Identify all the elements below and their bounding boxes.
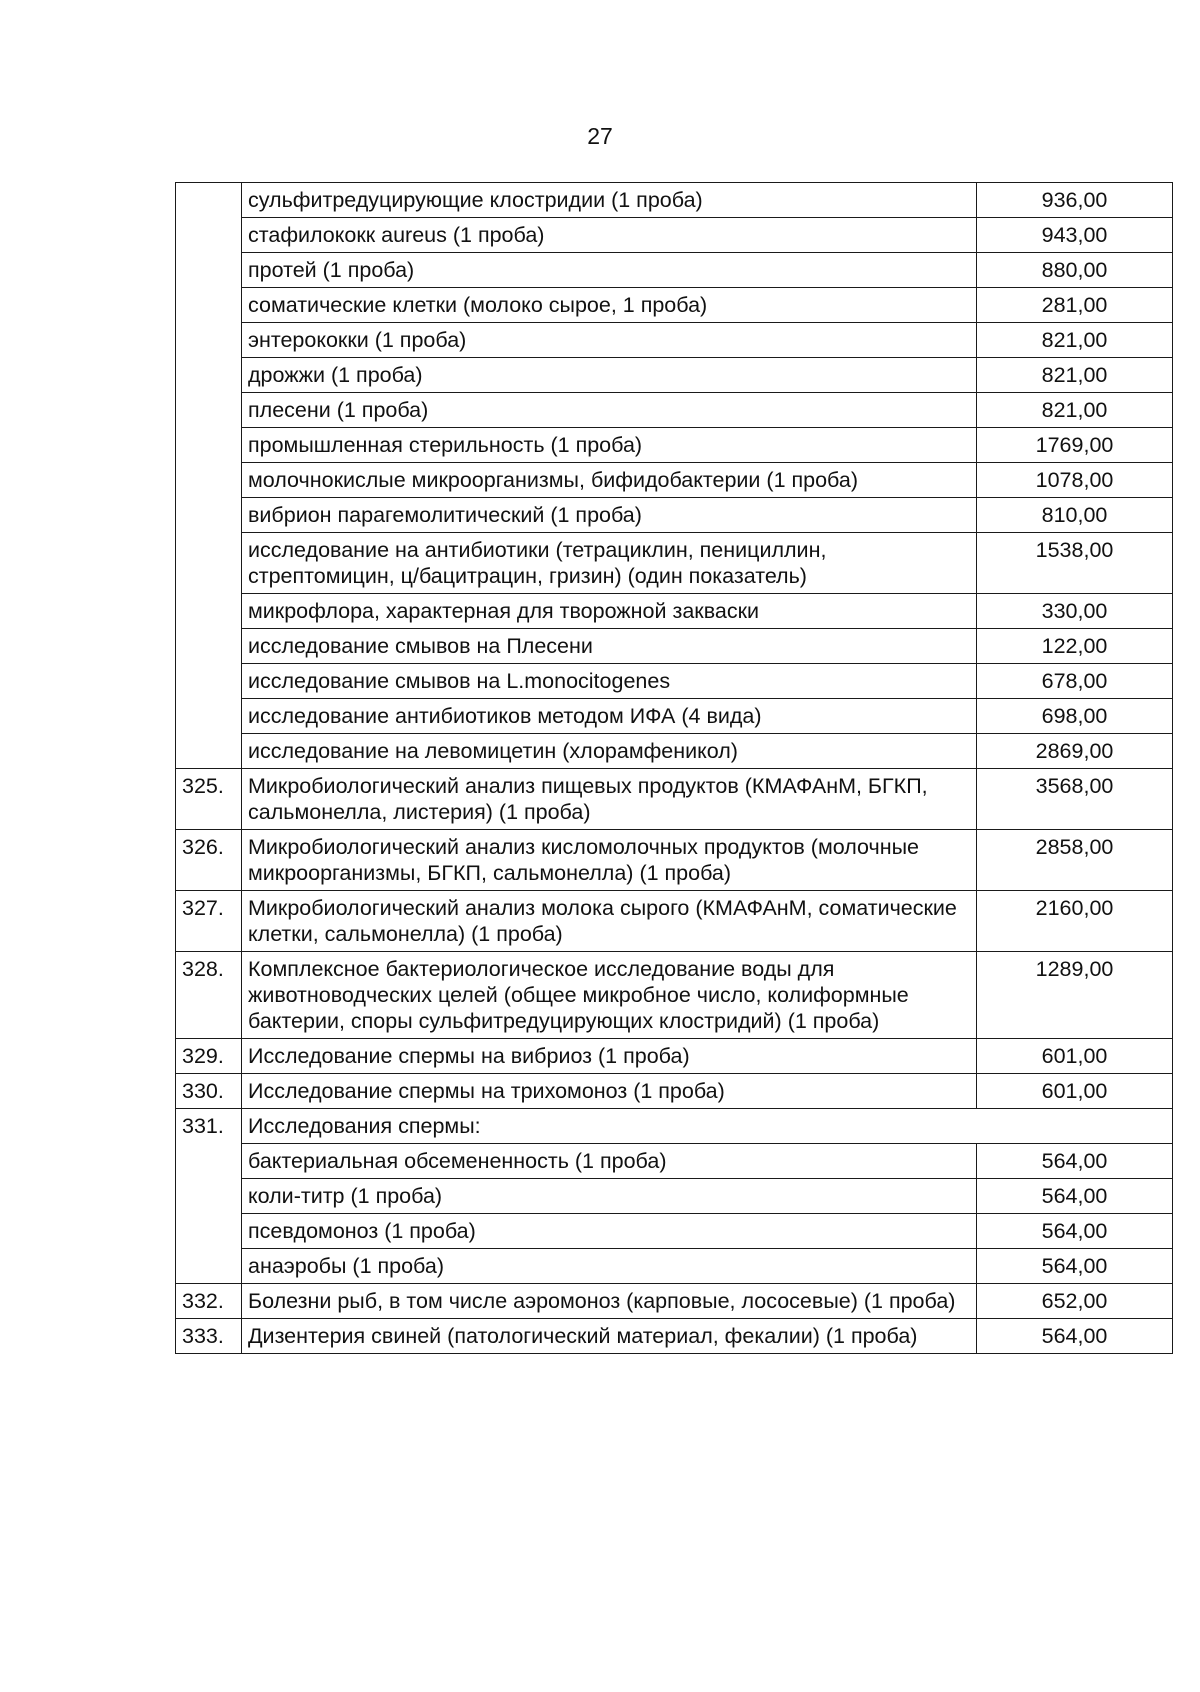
- item-description: Комплексное бактериологическое исследование воды для животноводческих целей (общее микробное число, колиформные бактерии, споры сульфитредуцирующих клостридий) (1 проба): [242, 952, 977, 1039]
- item-description: Исследования спермы:: [242, 1109, 1173, 1144]
- item-description: Микробиологический анализ молока сырого (КМАФАнМ, соматические клетки, сальмонелла) (1 проба): [242, 891, 977, 952]
- item-price: 943,00: [977, 218, 1173, 253]
- table-row: [176, 323, 1173, 358]
- table-row: [176, 183, 1173, 218]
- item-number: 330.: [176, 1074, 242, 1109]
- table-row: [176, 253, 1173, 288]
- item-price: 821,00: [977, 323, 1173, 358]
- item-price: 281,00: [977, 288, 1173, 323]
- item-description: исследование смывов на Плесени: [242, 629, 977, 664]
- item-price: 1289,00: [977, 952, 1173, 1039]
- item-number-cell: [176, 183, 242, 769]
- table-row: [176, 1074, 1173, 1109]
- table-row: [176, 1179, 1173, 1214]
- item-description: стафилококк aureus (1 проба): [242, 218, 977, 253]
- item-description: Микробиологический анализ пищевых продуктов (КМАФАнМ, БГКП, сальмонелла, листерия) (1 проба): [242, 769, 977, 830]
- table-row: [176, 218, 1173, 253]
- item-number: 333.: [176, 1319, 242, 1354]
- table-row: [176, 594, 1173, 629]
- table-row: [176, 891, 1173, 952]
- item-description: промышленная стерильность (1 проба): [242, 428, 977, 463]
- item-price: 1769,00: [977, 428, 1173, 463]
- table-row: [176, 358, 1173, 393]
- item-price: 2858,00: [977, 830, 1173, 891]
- item-price: 2869,00: [977, 734, 1173, 769]
- item-price: 601,00: [977, 1074, 1173, 1109]
- item-price: 330,00: [977, 594, 1173, 629]
- item-price: 601,00: [977, 1039, 1173, 1074]
- price-table: [175, 182, 1173, 1354]
- item-description: Исследование спермы на вибриоз (1 проба): [242, 1039, 977, 1074]
- item-description: коли-титр (1 проба): [242, 1179, 977, 1214]
- table-row: [176, 463, 1173, 498]
- table-row: [176, 1039, 1173, 1074]
- item-price: 880,00: [977, 253, 1173, 288]
- item-description: соматические клетки (молоко сырое, 1 проба): [242, 288, 977, 323]
- item-price: 564,00: [977, 1214, 1173, 1249]
- item-description: псевдомоноз (1 проба): [242, 1214, 977, 1249]
- item-description: исследование на левомицетин (хлорамфеникол): [242, 734, 977, 769]
- table-row: [176, 1249, 1173, 1284]
- table-row: [176, 952, 1173, 1039]
- item-number: 329.: [176, 1039, 242, 1074]
- table-row: [176, 1144, 1173, 1179]
- table-row: [176, 1214, 1173, 1249]
- item-price: 122,00: [977, 629, 1173, 664]
- item-price: 1538,00: [977, 533, 1173, 594]
- item-price: 564,00: [977, 1249, 1173, 1284]
- page-number: 27: [587, 123, 613, 149]
- item-description: исследование на антибиотики (тетрациклин, пенициллин, стрептомицин, ц/бацитрацин, гризин) (один показатель): [242, 533, 977, 594]
- item-number: 325.: [176, 769, 242, 830]
- item-price: 1078,00: [977, 463, 1173, 498]
- item-price: 810,00: [977, 498, 1173, 533]
- table-row: [176, 1109, 1173, 1144]
- item-description: микрофлора, характерная для творожной закваски: [242, 594, 977, 629]
- table-row: [176, 533, 1173, 594]
- table-row: [176, 1284, 1173, 1319]
- table-row: [176, 428, 1173, 463]
- item-description: исследование смывов на L.monocitogenes: [242, 664, 977, 699]
- item-price: 564,00: [977, 1179, 1173, 1214]
- item-price: 3568,00: [977, 769, 1173, 830]
- item-price: 678,00: [977, 664, 1173, 699]
- item-description: исследование антибиотиков методом ИФА (4 вида): [242, 699, 977, 734]
- item-description: молочнокислые микроорганизмы, бифидобактерии (1 проба): [242, 463, 977, 498]
- item-number: 332.: [176, 1284, 242, 1319]
- table-row: [176, 393, 1173, 428]
- table-row: [176, 769, 1173, 830]
- item-description: сульфитредуцирующие клостридии (1 проба): [242, 183, 977, 218]
- table-row: [176, 734, 1173, 769]
- item-price: 821,00: [977, 393, 1173, 428]
- item-price: 564,00: [977, 1319, 1173, 1354]
- item-price: 564,00: [977, 1144, 1173, 1179]
- item-number: 326.: [176, 830, 242, 891]
- item-description: дрожжи (1 проба): [242, 358, 977, 393]
- item-description: Микробиологический анализ кисломолочных продуктов (молочные микроорганизмы, БГКП, сальмонелла) (1 проба): [242, 830, 977, 891]
- table-row: [176, 664, 1173, 699]
- item-description: энтерококки (1 проба): [242, 323, 977, 358]
- item-description: Дизентерия свиней (патологический материал, фекалии) (1 проба): [242, 1319, 977, 1354]
- table-row: [176, 1319, 1173, 1354]
- item-price: 821,00: [977, 358, 1173, 393]
- item-description: протей (1 проба): [242, 253, 977, 288]
- item-description: анаэробы (1 проба): [242, 1249, 977, 1284]
- item-price: 698,00: [977, 699, 1173, 734]
- table-row: [176, 830, 1173, 891]
- item-number: 328.: [176, 952, 242, 1039]
- item-description: Исследование спермы на трихомоноз (1 проба): [242, 1074, 977, 1109]
- item-description: Болезни рыб, в том числе аэромоноз (карповые, лососевые) (1 проба): [242, 1284, 977, 1319]
- table-row: [176, 629, 1173, 664]
- item-price: 2160,00: [977, 891, 1173, 952]
- item-price: 652,00: [977, 1284, 1173, 1319]
- table-row: [176, 699, 1173, 734]
- table-row: [176, 288, 1173, 323]
- item-description: вибрион парагемолитический (1 проба): [242, 498, 977, 533]
- item-price: 936,00: [977, 183, 1173, 218]
- item-description: бактериальная обсемененность (1 проба): [242, 1144, 977, 1179]
- item-number: 331.: [176, 1109, 242, 1284]
- item-number: 327.: [176, 891, 242, 952]
- table-row: [176, 498, 1173, 533]
- item-description: плесени (1 проба): [242, 393, 977, 428]
